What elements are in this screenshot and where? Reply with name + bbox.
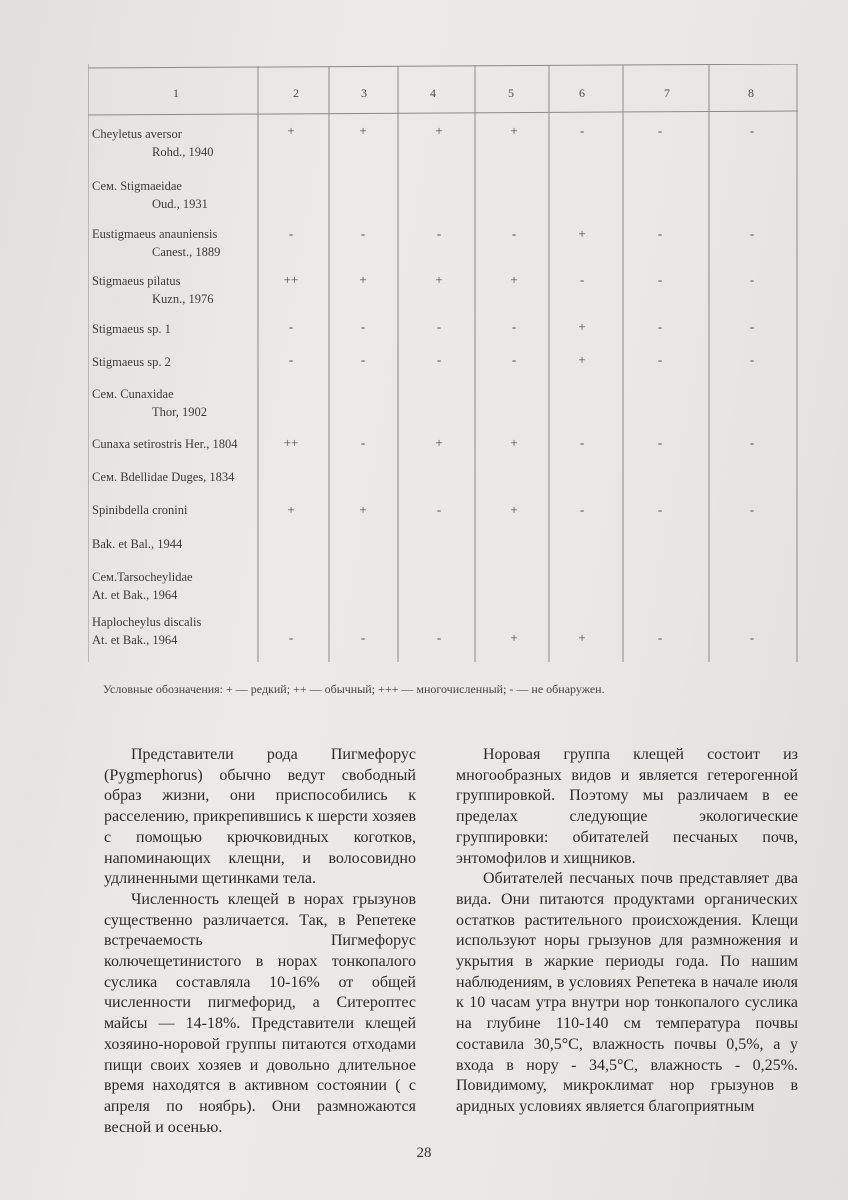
table-header-col-5: 5 [508, 86, 514, 100]
table-cell-value: - [436, 502, 442, 517]
page-number: 28 [416, 1145, 432, 1161]
species-name: Stigmaeus pilatus [92, 274, 181, 288]
table-row [92, 353, 171, 371]
table-cell-value: ++ [283, 272, 299, 287]
table-row [92, 125, 213, 161]
species-name: Cheyletus aversor [92, 127, 182, 141]
species-name: Stigmaeus sp. 1 [92, 322, 171, 336]
table-legend: Условные обозначения: + — редкий; ++ — обычный; +++ — многочисленный; - — не обнаружен. [103, 682, 605, 696]
family-name: Сем. Stigmaeidae [92, 179, 182, 193]
table-cell-value: - [511, 319, 517, 334]
species-author: Canest., 1889 [152, 245, 221, 259]
table-cell-value: - [657, 502, 663, 517]
table-cell-value: - [657, 319, 663, 334]
table-header-col-2: 2 [293, 86, 299, 100]
table-cell-value: + [510, 435, 518, 450]
family-name: Сем.Tarsocheylidae [92, 570, 193, 584]
species-author: Kuzn., 1976 [152, 292, 214, 306]
table-cell-value: - [360, 226, 366, 241]
table-cell-value: - [749, 123, 755, 138]
family-author: Thor, 1902 [152, 405, 208, 419]
species-name: Stigmaeus sp. 2 [92, 355, 171, 369]
table-header-col-4: 4 [430, 86, 436, 100]
table-cell-value: - [288, 226, 294, 241]
table-header-col-7: 7 [664, 86, 670, 100]
table-cell-value: - [288, 352, 294, 367]
table-row [92, 225, 220, 261]
table-row [92, 613, 201, 649]
table-cell-value: - [749, 272, 755, 287]
table-cell-value: - [436, 352, 442, 367]
table-row [92, 535, 182, 553]
family-author: Oud., 1931 [152, 197, 208, 211]
table-cell-value: - [657, 226, 663, 241]
table-row [92, 468, 234, 486]
table-row [92, 272, 213, 308]
table-cell-value: - [288, 630, 294, 645]
table-cell-value: + [359, 502, 367, 517]
right-text-column [456, 745, 798, 1118]
family-name: Сем. Cunaxidae [92, 387, 174, 401]
table-cell-value: + [510, 272, 518, 287]
table-cell-value: - [288, 319, 294, 334]
table-cell-value: - [749, 435, 755, 450]
table-cell-value: - [579, 435, 585, 450]
table-cell-value: - [657, 630, 663, 645]
table-cell-value: - [436, 226, 442, 241]
table-cell-value: + [510, 630, 518, 645]
table-cell-value: - [360, 352, 366, 367]
family-author: At. et Bak., 1964 [92, 588, 178, 602]
table-cell-value: + [510, 502, 518, 517]
table-cell-value: + [359, 123, 367, 138]
table-cell-value: - [579, 123, 585, 138]
table-row [92, 177, 208, 213]
left-text-column [104, 745, 416, 1138]
table-cell-value: - [436, 319, 442, 334]
table-cell-value: + [435, 123, 443, 138]
species-name: Spinibdella cronini [92, 503, 188, 517]
family-name: Сем. Bdellidae Duges, 1834 [92, 470, 235, 484]
table-cell-value: - [436, 630, 442, 645]
table-row [92, 568, 193, 604]
table-cell-value: + [578, 630, 586, 645]
table-header-col-8: 8 [748, 86, 754, 100]
table-cell-value: - [749, 502, 755, 517]
table-cell-value: - [749, 319, 755, 334]
species-author: Rohd., 1940 [152, 145, 214, 159]
paragraph: Численность клещей в норах грызунов существенно различается. Так, в Репетеке встречаемость Пигмефорус колючещетинистого в норах тонкопалого суслика составляла 10-16% от общей численности пигмефорид, а Ситероптес майсы — 14-18%. Представители клещей хозяино-норовой группы питаются отходами пищи своих хозяев и довольно длительное время находятся в активном состоянии ( с апреля по ноябрь). Они размножаются весной и осенью. [104, 890, 416, 1136]
table-header-col-6: 6 [579, 86, 585, 100]
table-row [92, 435, 237, 453]
table-cell-value: - [749, 352, 755, 367]
table-row [92, 385, 207, 421]
table-cell-value: + [578, 352, 586, 367]
table-cell-value: + [287, 123, 295, 138]
paragraph: Представители рода Пигмефорус (Pygmephorus) обычно ведут свободный образ жизни, они приспособились к расселению, прикрепившись к шерсти хозяев с помощью крючковидных коготков, напоминающих клещни, и волосовидно удлиненными щетинками тела. [104, 746, 416, 888]
table-row [92, 501, 187, 519]
table-cell-value: + [287, 502, 295, 517]
table-cell-value: + [510, 123, 518, 138]
table-cell-value: - [657, 123, 663, 138]
table-cell-value: - [657, 272, 663, 287]
table-cell-value: + [435, 435, 443, 450]
species-author: Bak. et Bal., 1944 [92, 537, 183, 551]
table-cell-value: + [359, 272, 367, 287]
table-cell-value: ++ [283, 435, 299, 450]
table-cell-value: - [657, 435, 663, 450]
table-cell-value: + [578, 226, 586, 241]
table-header-col-3: 3 [361, 86, 367, 100]
table-cell-value: + [578, 319, 586, 334]
table-row [92, 320, 171, 338]
table-cell-value: - [579, 502, 585, 517]
table-cell-value: - [579, 272, 585, 287]
table-cell-value: - [657, 352, 663, 367]
paragraph: Норовая группа клещей состоит из многообразных видов и является гетерогенной группировкой. Поэтому мы различаем в ее пределах следующие экологические группировки: обитателей песчаных почв, энтомофилов и хищников. [456, 746, 798, 867]
table-cell-value: - [360, 319, 366, 334]
table-cell-value: - [511, 352, 517, 367]
table-cell-value: - [511, 226, 517, 241]
species-author: At. et Bak., 1964 [92, 633, 178, 647]
species-name: Haplocheylus discalis [92, 615, 202, 629]
table-header-col-1: 1 [173, 86, 179, 100]
species-name: Eustigmaeus anauniensis [92, 227, 218, 241]
table-cell-value: - [360, 630, 366, 645]
table-cell-value: - [360, 435, 366, 450]
table-cell-value: - [749, 226, 755, 241]
table-cell-value: - [749, 630, 755, 645]
species-name: Cunaxa setirostris Her., 1804 [92, 437, 238, 451]
table-cell-value: + [435, 272, 443, 287]
paragraph: Обитателей песчаных почв представляет два вида. Они питаются продуктами органических остатков растительного происхождения. Клещи используют норы грызунов для размножения и укрытия в жаркие периоды года. По нашим наблюдениям, в условиях Репетека в начале июля к 10 часам утра внутри нор тонкопалого суслика на глубине 110-140 см температура почвы составила 30,5°С, влажность почвы 0,5%, а у входа в нору - 34,5°С, влажность - 0,25%. Повидимому, микроклимат нор грызунов в аридных условиях является благоприятным [456, 870, 798, 1115]
